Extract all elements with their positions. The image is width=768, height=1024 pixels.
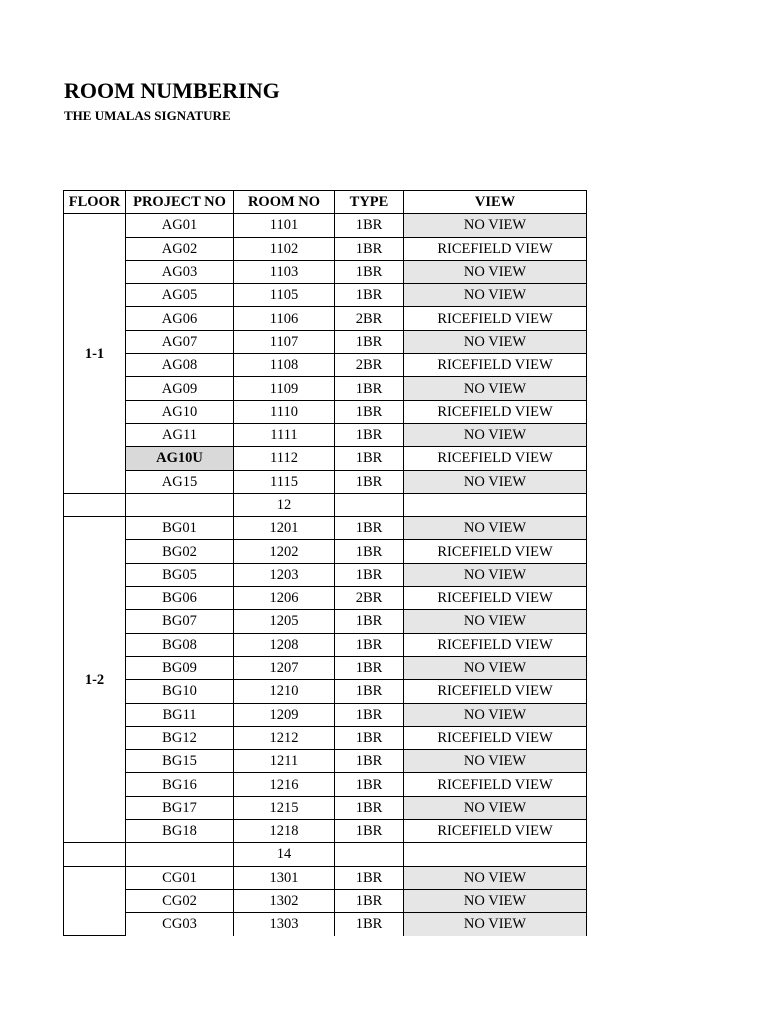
room-no-cell: 1102 — [234, 237, 335, 260]
project-no-cell: BG12 — [126, 726, 234, 749]
project-no-cell: CG02 — [126, 889, 234, 912]
table-row — [64, 354, 587, 377]
type-cell: 1BR — [335, 423, 404, 446]
table-row — [64, 633, 587, 656]
table-header-row — [64, 191, 587, 214]
project-no-cell: BG08 — [126, 633, 234, 656]
project-no-cell: BG18 — [126, 820, 234, 843]
view-cell: RICEFIELD VIEW — [404, 400, 587, 423]
room-no-cell: 1216 — [234, 773, 335, 796]
room-no-cell: 1218 — [234, 820, 335, 843]
type-cell: 1BR — [335, 237, 404, 260]
project-no-cell: AG07 — [126, 330, 234, 353]
type-cell: 1BR — [335, 284, 404, 307]
header-type: TYPE — [335, 191, 404, 214]
room-no-cell: 1206 — [234, 587, 335, 610]
room-no-cell: 1212 — [234, 726, 335, 749]
type-cell: 1BR — [335, 913, 404, 936]
project-no-cell: AG15 — [126, 470, 234, 493]
type-cell: 1BR — [335, 447, 404, 470]
table-row — [64, 214, 587, 237]
header-room-no: ROOM NO — [234, 191, 335, 214]
separator-row — [64, 493, 587, 516]
table-row — [64, 447, 587, 470]
table-body — [64, 214, 587, 936]
table-row — [64, 680, 587, 703]
type-cell: 1BR — [335, 400, 404, 423]
table-row — [64, 284, 587, 307]
table-row — [64, 587, 587, 610]
table-row — [64, 470, 587, 493]
project-no-cell: BG17 — [126, 796, 234, 819]
type-cell: 1BR — [335, 750, 404, 773]
project-no-cell: BG02 — [126, 540, 234, 563]
table-row — [64, 563, 587, 586]
project-no-cell: BG06 — [126, 587, 234, 610]
view-cell: NO VIEW — [404, 330, 587, 353]
view-cell: RICEFIELD VIEW — [404, 680, 587, 703]
room-no-cell: 1203 — [234, 563, 335, 586]
table-row — [64, 866, 587, 889]
separator-empty-cell — [335, 493, 404, 516]
table-row — [64, 889, 587, 912]
room-no-cell: 1109 — [234, 377, 335, 400]
table-row — [64, 726, 587, 749]
room-numbering-table — [63, 190, 587, 936]
view-cell: NO VIEW — [404, 703, 587, 726]
view-cell: NO VIEW — [404, 214, 587, 237]
type-cell: 1BR — [335, 889, 404, 912]
project-no-cell: AG10U — [126, 447, 234, 470]
table-row — [64, 517, 587, 540]
project-no-cell: AG02 — [126, 237, 234, 260]
type-cell: 1BR — [335, 680, 404, 703]
view-cell: RICEFIELD VIEW — [404, 773, 587, 796]
separator-empty-cell — [404, 843, 587, 866]
view-cell: NO VIEW — [404, 656, 587, 679]
type-cell: 1BR — [335, 656, 404, 679]
view-cell: RICEFIELD VIEW — [404, 447, 587, 470]
room-no-cell: 1111 — [234, 423, 335, 446]
project-no-cell: BG01 — [126, 517, 234, 540]
table-row — [64, 307, 587, 330]
room-no-cell: 1215 — [234, 796, 335, 819]
project-no-cell: AG01 — [126, 214, 234, 237]
view-cell: NO VIEW — [404, 423, 587, 446]
view-cell: RICEFIELD VIEW — [404, 540, 587, 563]
view-cell: RICEFIELD VIEW — [404, 307, 587, 330]
table-row — [64, 796, 587, 819]
header-floor: FLOOR — [64, 191, 126, 214]
project-no-cell: AG11 — [126, 423, 234, 446]
room-no-cell: 1107 — [234, 330, 335, 353]
view-cell: NO VIEW — [404, 610, 587, 633]
floor-cell: 1-1 — [64, 214, 126, 494]
view-cell: NO VIEW — [404, 470, 587, 493]
view-cell: NO VIEW — [404, 913, 587, 936]
project-no-cell: AG05 — [126, 284, 234, 307]
table-row — [64, 400, 587, 423]
type-cell: 1BR — [335, 773, 404, 796]
type-cell: 1BR — [335, 610, 404, 633]
room-no-cell: 1108 — [234, 354, 335, 377]
separator-empty-cell — [64, 493, 126, 516]
room-no-cell: 1106 — [234, 307, 335, 330]
separator-empty-cell — [126, 843, 234, 866]
view-cell: RICEFIELD VIEW — [404, 587, 587, 610]
type-cell: 1BR — [335, 377, 404, 400]
project-no-cell: AG09 — [126, 377, 234, 400]
view-cell: RICEFIELD VIEW — [404, 726, 587, 749]
room-no-cell: 1207 — [234, 656, 335, 679]
project-no-cell: BG07 — [126, 610, 234, 633]
room-no-cell: 1205 — [234, 610, 335, 633]
table-row — [64, 260, 587, 283]
type-cell: 1BR — [335, 260, 404, 283]
view-cell: NO VIEW — [404, 517, 587, 540]
room-no-cell: 1211 — [234, 750, 335, 773]
project-no-cell: BG16 — [126, 773, 234, 796]
separator-floor-number: 12 — [234, 493, 335, 516]
table-row — [64, 750, 587, 773]
project-no-cell: BG15 — [126, 750, 234, 773]
room-no-cell: 1103 — [234, 260, 335, 283]
project-no-cell: AG08 — [126, 354, 234, 377]
table-row — [64, 820, 587, 843]
project-no-cell: BG11 — [126, 703, 234, 726]
room-no-cell: 1208 — [234, 633, 335, 656]
view-cell: NO VIEW — [404, 377, 587, 400]
project-no-cell: AG03 — [126, 260, 234, 283]
table-row — [64, 656, 587, 679]
room-no-cell: 1115 — [234, 470, 335, 493]
type-cell: 1BR — [335, 214, 404, 237]
type-cell: 1BR — [335, 563, 404, 586]
view-cell: NO VIEW — [404, 889, 587, 912]
room-no-cell: 1301 — [234, 866, 335, 889]
floor-cell: 1-2 — [64, 517, 126, 843]
type-cell: 1BR — [335, 703, 404, 726]
view-cell: NO VIEW — [404, 563, 587, 586]
room-no-cell: 1112 — [234, 447, 335, 470]
view-cell: NO VIEW — [404, 866, 587, 889]
separator-row — [64, 843, 587, 866]
view-cell: NO VIEW — [404, 796, 587, 819]
project-no-cell: BG10 — [126, 680, 234, 703]
table-row — [64, 423, 587, 446]
table-row — [64, 540, 587, 563]
room-no-cell: 1209 — [234, 703, 335, 726]
project-no-cell: AG06 — [126, 307, 234, 330]
separator-floor-number: 14 — [234, 843, 335, 866]
type-cell: 1BR — [335, 820, 404, 843]
table-row — [64, 913, 587, 936]
table-row — [64, 703, 587, 726]
project-no-cell: BG09 — [126, 656, 234, 679]
view-cell: NO VIEW — [404, 750, 587, 773]
view-cell: NO VIEW — [404, 260, 587, 283]
separator-empty-cell — [64, 843, 126, 866]
type-cell: 2BR — [335, 354, 404, 377]
type-cell: 1BR — [335, 517, 404, 540]
view-cell: RICEFIELD VIEW — [404, 633, 587, 656]
type-cell: 1BR — [335, 866, 404, 889]
type-cell: 1BR — [335, 540, 404, 563]
project-no-cell: BG05 — [126, 563, 234, 586]
type-cell: 1BR — [335, 726, 404, 749]
view-cell: RICEFIELD VIEW — [404, 354, 587, 377]
view-cell: RICEFIELD VIEW — [404, 820, 587, 843]
type-cell: 1BR — [335, 470, 404, 493]
view-cell: RICEFIELD VIEW — [404, 237, 587, 260]
room-no-cell: 1302 — [234, 889, 335, 912]
room-no-cell: 1303 — [234, 913, 335, 936]
page-title: ROOM NUMBERING — [64, 78, 280, 103]
project-no-cell: AG10 — [126, 400, 234, 423]
type-cell: 2BR — [335, 587, 404, 610]
room-no-cell: 1202 — [234, 540, 335, 563]
table-row — [64, 773, 587, 796]
room-no-cell: 1201 — [234, 517, 335, 540]
page-subtitle: THE UMALAS SIGNATURE — [64, 108, 231, 123]
room-no-cell: 1101 — [234, 214, 335, 237]
separator-empty-cell — [404, 493, 587, 516]
room-no-cell: 1105 — [234, 284, 335, 307]
project-no-cell: CG01 — [126, 866, 234, 889]
header-view: VIEW — [404, 191, 587, 214]
separator-empty-cell — [335, 843, 404, 866]
floor-cell — [64, 866, 126, 935]
type-cell: 1BR — [335, 796, 404, 819]
room-no-cell: 1110 — [234, 400, 335, 423]
room-no-cell: 1210 — [234, 680, 335, 703]
view-cell: NO VIEW — [404, 284, 587, 307]
table-row — [64, 330, 587, 353]
table-row — [64, 377, 587, 400]
type-cell: 2BR — [335, 307, 404, 330]
table-row — [64, 610, 587, 633]
type-cell: 1BR — [335, 330, 404, 353]
type-cell: 1BR — [335, 633, 404, 656]
separator-empty-cell — [126, 493, 234, 516]
table-row — [64, 237, 587, 260]
project-no-cell: CG03 — [126, 913, 234, 936]
header-project-no: PROJECT NO — [126, 191, 234, 214]
